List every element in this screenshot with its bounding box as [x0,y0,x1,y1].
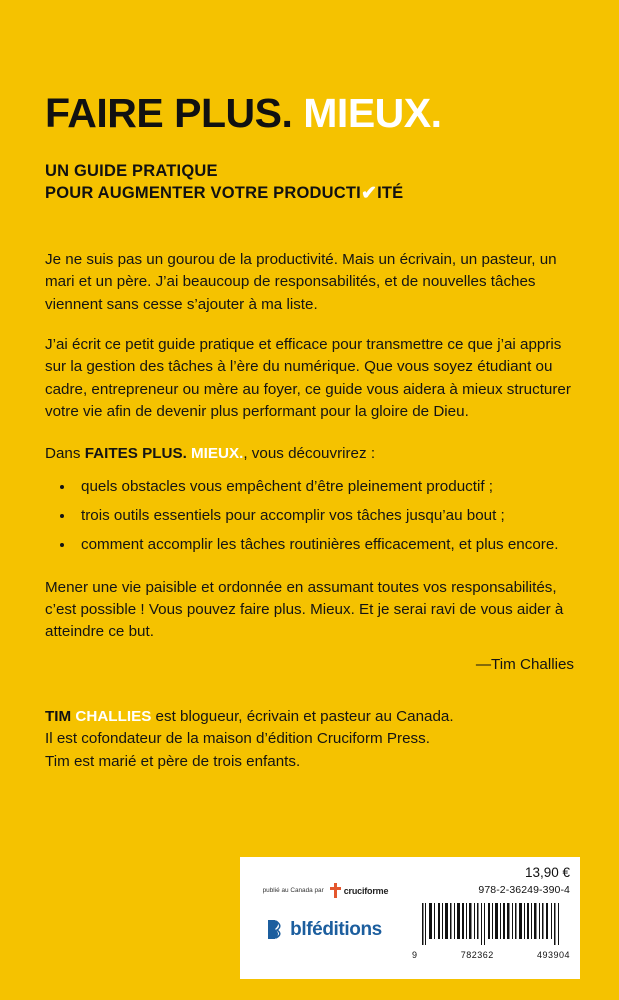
published-by-label: publié au Canada par [262,886,324,894]
list-item: • comment accomplir les tâches routinières efficacement, et plus encore. [75,534,574,556]
author-bio-line-1-rest: est blogueur, écrivain et pasteur au Canada. [151,708,454,726]
lead-in [45,443,574,465]
subtitle [45,161,574,205]
barcode-image [412,899,570,949]
subtitle-line-2-after: ITÉ [377,183,404,202]
footer-box [240,857,580,979]
barcode-group-1: 782362 [460,950,494,960]
lead-in-before: Dans [45,445,85,463]
checkmark-icon: ✔ [360,182,378,204]
book-title-dark: FAITES PLUS. [84,445,187,463]
title-part-light: MIEUX. [303,90,442,136]
lead-in-after: , vous découvrirez : [243,445,376,463]
published-by-line [260,883,389,898]
barcode-group-2: 493904 [536,950,570,960]
subtitle-line-2 [45,183,574,205]
body-copy [45,249,574,773]
benefits-list [45,476,574,557]
author-bio-line-3: Tim est marié et père de trois enfants. [45,752,301,770]
author-first-name: TIM [45,708,72,726]
cruciform-logo [329,883,389,898]
author-bio-line-1 [45,706,574,728]
barcode-digits [412,950,570,960]
blf-mark-icon [266,918,285,941]
author-bio-line-2: Il est cofondateur de la maison d’édition Cruciform Press. [45,730,430,748]
list-item: • trois outils essentiels pour accomplir vos tâches jusqu’au bout ; [75,505,574,527]
blf-editions-label: blféditions [290,918,382,940]
attribution: —Tim Challies [475,655,574,673]
blf-editions-logo [266,918,382,941]
cruciform-label: cruciforme [343,885,389,896]
title-block [45,0,574,205]
list-item: • quels obstacles vous empêchent d’être pleinement productif ; [75,476,574,498]
subtitle-line-2-before: POUR AUGMENTER VOTRE PRODUCTI [45,183,361,202]
barcode-left-digit: 9 [412,950,418,960]
page-title [45,92,574,135]
title-part-dark: FAIRE PLUS. [45,90,293,136]
subtitle-line-1: UN GUIDE PRATIQUE [45,162,218,181]
publisher-block [240,857,406,979]
isbn-label: 978-2-36249-390-4 [478,884,570,896]
price-barcode-block [406,857,580,979]
author-last-name: CHALLIES [75,708,152,726]
book-title-light: MIEUX. [191,445,244,463]
paragraph-2: J’ai écrit ce petit guide pratique et efficace pour transmettre ce que j’ai appris sur la gestion des tâches à l’ère du numérique. Que vous soyez étudiant ou cadre, entrepreneur ou mère au foyer, ce guide vous aidera à mieux structurer votre vie afin de devenir plus performant pour la gloire de Dieu. [45,335,571,420]
cross-icon [329,883,342,898]
closing-paragraph: Mener une vie paisible et ordonnée en assumant toutes vos responsabilités, c’est possible ! Vous pouvez faire plus. Mieux. Et je serai ravi de vous aider à atteindre ce but. [45,578,564,641]
paragraph-1: Je ne suis pas un gourou de la productivité. Mais un écrivain, un pasteur, un mari et un père. J’ai beaucoup de responsabilités, et de nouvelles tâches viennent sans cesse s’ajouter à ma liste. [45,250,557,313]
price-label: 13,90 € [524,865,570,880]
author-bio [45,706,574,773]
